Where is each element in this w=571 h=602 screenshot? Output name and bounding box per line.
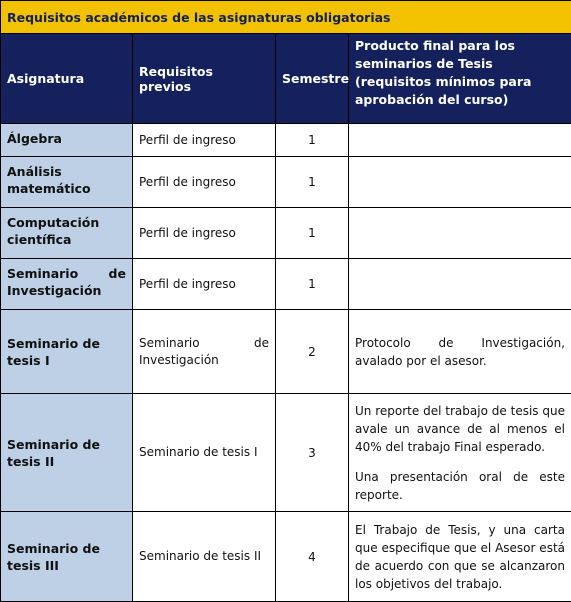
table-title: Requisitos académicos de las asignaturas obligatorias <box>1 1 571 34</box>
prerequisites-cell: Perfil de ingreso <box>133 208 276 259</box>
table-row <box>1 394 571 512</box>
semester-cell: 3 <box>276 394 349 512</box>
product-cell <box>349 310 571 394</box>
subject-cell: Seminario de tesis II <box>1 394 133 512</box>
header-product: Producto final para los seminarios de Tesis (requisitos mínimos para aprobación del curso) <box>349 34 571 124</box>
header-subject: Asignatura <box>1 34 133 124</box>
table-row <box>1 512 571 602</box>
prerequisites-cell: Seminario de tesis I <box>133 394 276 512</box>
semester-cell: 2 <box>276 310 349 394</box>
product-text: Protocolo de Investigación, avalado por el asesor. <box>355 335 565 368</box>
header-prerequisites: Requisitos previos <box>133 34 276 124</box>
product-cell <box>349 208 571 259</box>
subject-cell <box>1 259 133 310</box>
semester-cell: 1 <box>276 208 349 259</box>
semester-cell: 1 <box>276 124 349 157</box>
product-cell <box>349 512 571 602</box>
prerequisites-cell: Perfil de ingreso <box>133 157 276 208</box>
prerequisites-cell <box>133 310 276 394</box>
product-cell <box>349 124 571 157</box>
subject-line-1: Seminario de <box>7 266 126 281</box>
header-row <box>1 34 571 124</box>
product-cell <box>349 157 571 208</box>
product-text: Un reporte del trabajo de tesis que avale un avance de al menos el 40% del trabajo Final esperado. <box>355 403 565 454</box>
product-text: El Trabajo de Tesis, y una carta que especifique que el Asesor está de acuerdo con que se alcanzaron los objetivos del trabajo. <box>355 522 565 591</box>
prerequisites-line-2: Investigación <box>139 352 219 367</box>
subject-cell: Álgebra <box>1 124 133 157</box>
semester-cell: 1 <box>276 259 349 310</box>
subject-cell: Análisis matemático <box>1 157 133 208</box>
subject-line-2: Investigación <box>7 283 102 298</box>
table-row <box>1 124 571 157</box>
subject-cell: Seminario de tesis I <box>1 310 133 394</box>
product-text-2: Una presentación oral de este reporte. <box>355 469 565 502</box>
semester-cell: 1 <box>276 157 349 208</box>
table-row <box>1 310 571 394</box>
header-semester: Semestre <box>276 34 349 124</box>
prerequisites-cell: Perfil de ingreso <box>133 259 276 310</box>
product-cell <box>349 394 571 512</box>
prerequisites-cell: Seminario de tesis II <box>133 512 276 602</box>
product-cell <box>349 259 571 310</box>
table-row <box>1 157 571 208</box>
subject-cell: Seminario de tesis III <box>1 512 133 602</box>
table-row <box>1 259 571 310</box>
semester-cell: 4 <box>276 512 349 602</box>
table-row <box>1 208 571 259</box>
prerequisites-line-1: Seminario de <box>139 335 269 350</box>
subject-cell: Computación científica <box>1 208 133 259</box>
prerequisites-cell: Perfil de ingreso <box>133 124 276 157</box>
